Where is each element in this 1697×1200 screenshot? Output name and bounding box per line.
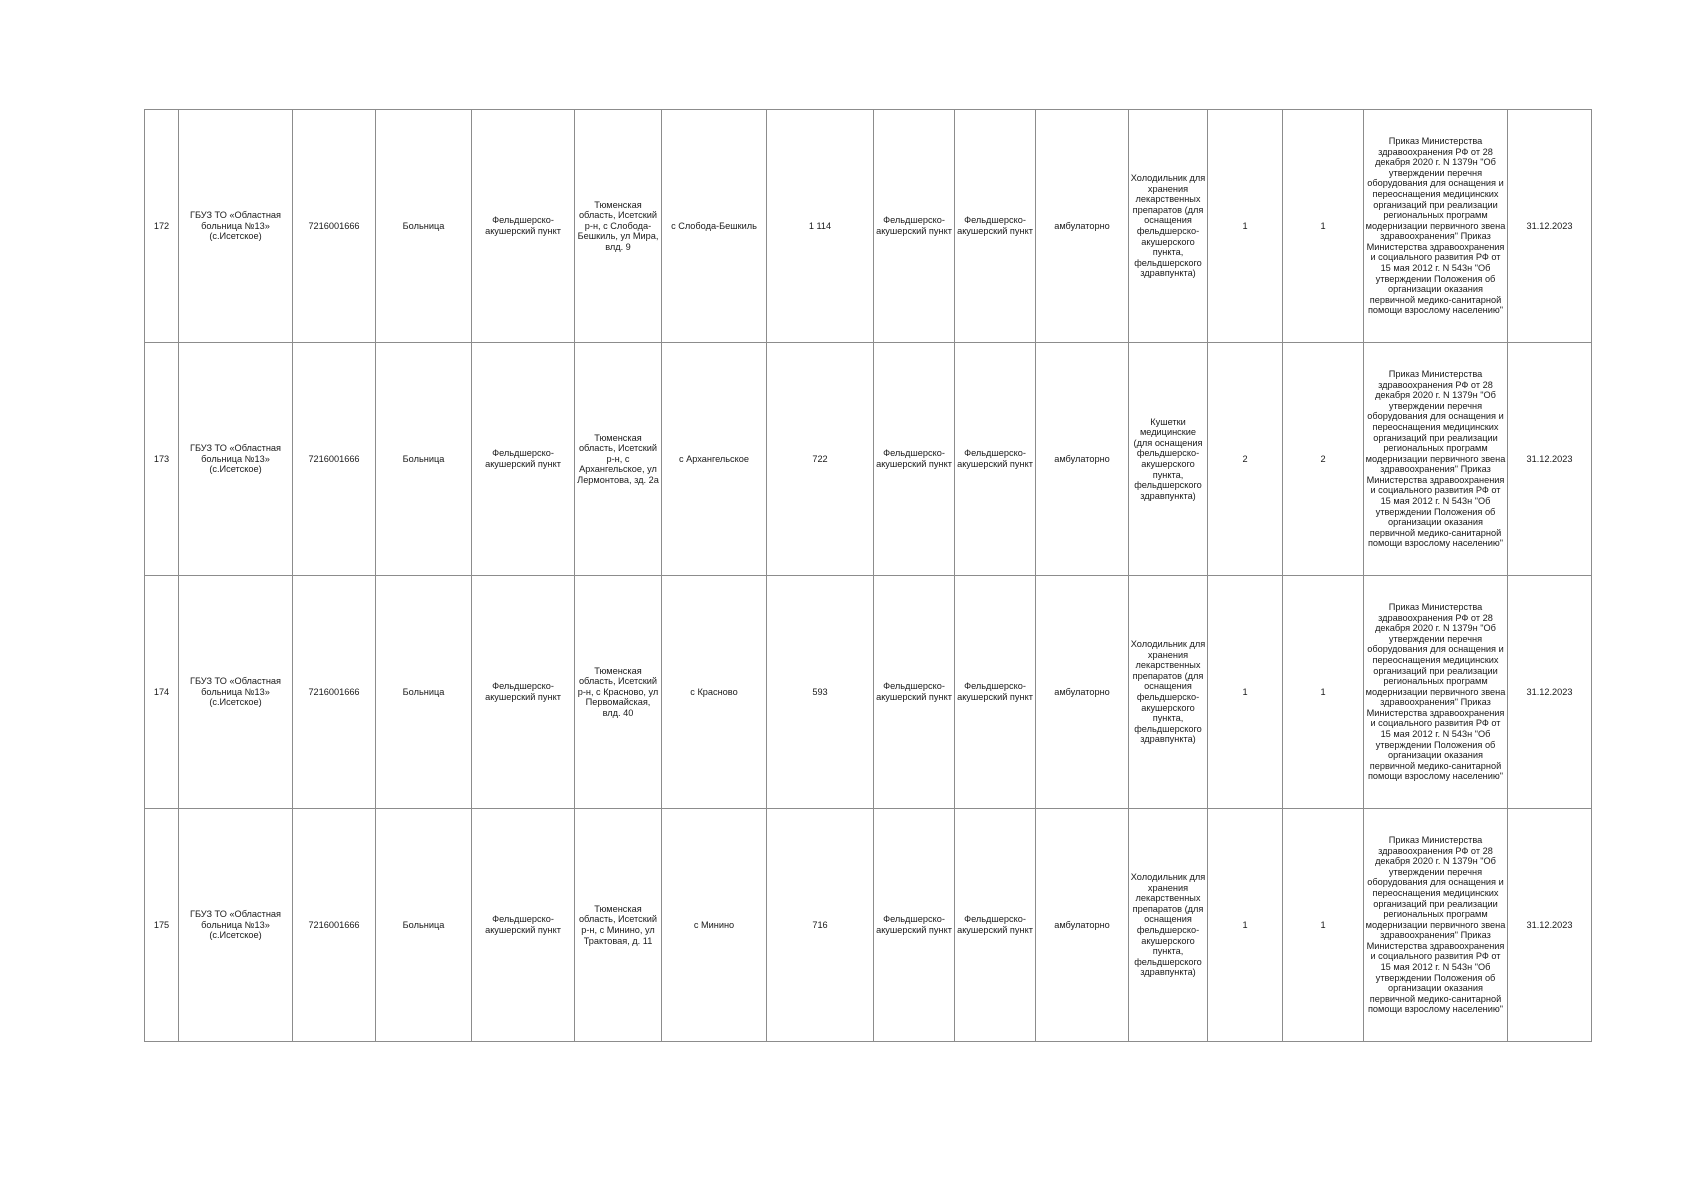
locality: с Красново [662,576,767,809]
organization-inn: 7216001666 [293,343,376,576]
unit-address: Тюменская область, Исетский р-н, с Слобода-Бешкиль, ул Мира, влд. 9 [575,110,662,343]
unit-type-a: Фельдшерско-акушерский пункт [874,809,955,1042]
deadline-date: 31.12.2023 [1508,110,1592,343]
population: 722 [767,343,874,576]
table-row [145,110,1592,343]
unit-type-a: Фельдшерско-акушерский пункт [874,343,955,576]
locality: с Архангельское [662,343,767,576]
quantity-a: 1 [1208,110,1283,343]
quantity-b: 1 [1283,576,1364,809]
population: 716 [767,809,874,1042]
quantity-b: 2 [1283,343,1364,576]
unit-address: Тюменская область, Исетский р-н, с Архангельское, ул Лермонтова, зд. 2а [575,343,662,576]
unit-type-b: Фельдшерско-акушерский пункт [955,343,1036,576]
quantity-b: 1 [1283,809,1364,1042]
organization-name: ГБУЗ ТО «Областная больница №13» (с.Исетское) [179,343,293,576]
quantity-a: 2 [1208,343,1283,576]
unit-type-b: Фельдшерско-акушерский пункт [955,110,1036,343]
row-number: 173 [145,343,179,576]
structural-unit: Фельдшерско-акушерский пункт [472,110,575,343]
table-row [145,576,1592,809]
quantity-b: 1 [1283,110,1364,343]
care-form: амбулаторно [1036,343,1129,576]
equipment-name: Холодильник для хранения лекарственных препаратов (для оснащения фельдшерско-акушерского пункта, фельдшерского здравпункта) [1129,809,1208,1042]
unit-address: Тюменская область, Исетский р-н, с Минино, ул Трактовая, д. 11 [575,809,662,1042]
deadline-date: 31.12.2023 [1508,809,1592,1042]
legal-basis: Приказ Министерства здравоохранения РФ от 28 декабря 2020 г. N 1379н "Об утверждении перечня оборудования для оснащения и переоснащения медицинских организаций при реализации региональных программ модернизации первичного звена здравоохранения" Приказ Министерства здравоохранения и социального развития РФ от 15 мая 2012 г. N 543н "Об утверждении Положения об организации оказания первичной медико-санитарной помощи взрослому населению" [1364,343,1508,576]
equipment-name: Холодильник для хранения лекарственных препаратов (для оснащения фельдшерско-акушерского пункта, фельдшерского здравпункта) [1129,576,1208,809]
legal-basis: Приказ Министерства здравоохранения РФ от 28 декабря 2020 г. N 1379н "Об утверждении перечня оборудования для оснащения и переоснащения медицинских организаций при реализации региональных программ модернизации первичного звена здравоохранения" Приказ Министерства здравоохранения и социального развития РФ от 15 мая 2012 г. N 543н "Об утверждении Положения об организации оказания первичной медико-санитарной помощи взрослому населению" [1364,809,1508,1042]
quantity-a: 1 [1208,576,1283,809]
locality: с Слобода-Бешкиль [662,110,767,343]
row-number: 175 [145,809,179,1042]
population: 593 [767,576,874,809]
equipment-name: Кушетки медицинские (для оснащения фельдшерско-акушерского пункта, фельдшерского здравпункта) [1129,343,1208,576]
row-number: 172 [145,110,179,343]
organization-inn: 7216001666 [293,110,376,343]
organization-inn: 7216001666 [293,809,376,1042]
row-number: 174 [145,576,179,809]
unit-type-a: Фельдшерско-акушерский пункт [874,110,955,343]
organization-type: Больница [376,343,472,576]
organization-name: ГБУЗ ТО «Областная больница №13» (с.Исетское) [179,809,293,1042]
deadline-date: 31.12.2023 [1508,343,1592,576]
table-row [145,809,1592,1042]
legal-basis: Приказ Министерства здравоохранения РФ от 28 декабря 2020 г. N 1379н "Об утверждении перечня оборудования для оснащения и переоснащения медицинских организаций при реализации региональных программ модернизации первичного звена здравоохранения" Приказ Министерства здравоохранения и социального развития РФ от 15 мая 2012 г. N 543н "Об утверждении Положения об организации оказания первичной медико-санитарной помощи взрослому населению" [1364,110,1508,343]
structural-unit: Фельдшерско-акушерский пункт [472,809,575,1042]
unit-type-b: Фельдшерско-акушерский пункт [955,576,1036,809]
organization-type: Больница [376,110,472,343]
quantity-a: 1 [1208,809,1283,1042]
organization-inn: 7216001666 [293,576,376,809]
unit-type-b: Фельдшерско-акушерский пункт [955,809,1036,1042]
unit-type-a: Фельдшерско-акушерский пункт [874,576,955,809]
care-form: амбулаторно [1036,576,1129,809]
organization-name: ГБУЗ ТО «Областная больница №13» (с.Исетское) [179,576,293,809]
equipment-name: Холодильник для хранения лекарственных препаратов (для оснащения фельдшерско-акушерского пункта, фельдшерского здравпункта) [1129,110,1208,343]
structural-unit: Фельдшерско-акушерский пункт [472,576,575,809]
unit-address: Тюменская область, Исетский р-н, с Красново, ул Первомайская, влд. 40 [575,576,662,809]
document-page [144,109,1591,1042]
organization-type: Больница [376,576,472,809]
organization-name: ГБУЗ ТО «Областная больница №13» (с.Исетское) [179,110,293,343]
care-form: амбулаторно [1036,809,1129,1042]
equipment-registry-table [144,109,1592,1042]
organization-type: Больница [376,809,472,1042]
deadline-date: 31.12.2023 [1508,576,1592,809]
locality: с Минино [662,809,767,1042]
legal-basis: Приказ Министерства здравоохранения РФ от 28 декабря 2020 г. N 1379н "Об утверждении перечня оборудования для оснащения и переоснащения медицинских организаций при реализации региональных программ модернизации первичного звена здравоохранения" Приказ Министерства здравоохранения и социального развития РФ от 15 мая 2012 г. N 543н "Об утверждении Положения об организации оказания первичной медико-санитарной помощи взрослому населению" [1364,576,1508,809]
structural-unit: Фельдшерско-акушерский пункт [472,343,575,576]
population: 1 114 [767,110,874,343]
care-form: амбулаторно [1036,110,1129,343]
table-row [145,343,1592,576]
